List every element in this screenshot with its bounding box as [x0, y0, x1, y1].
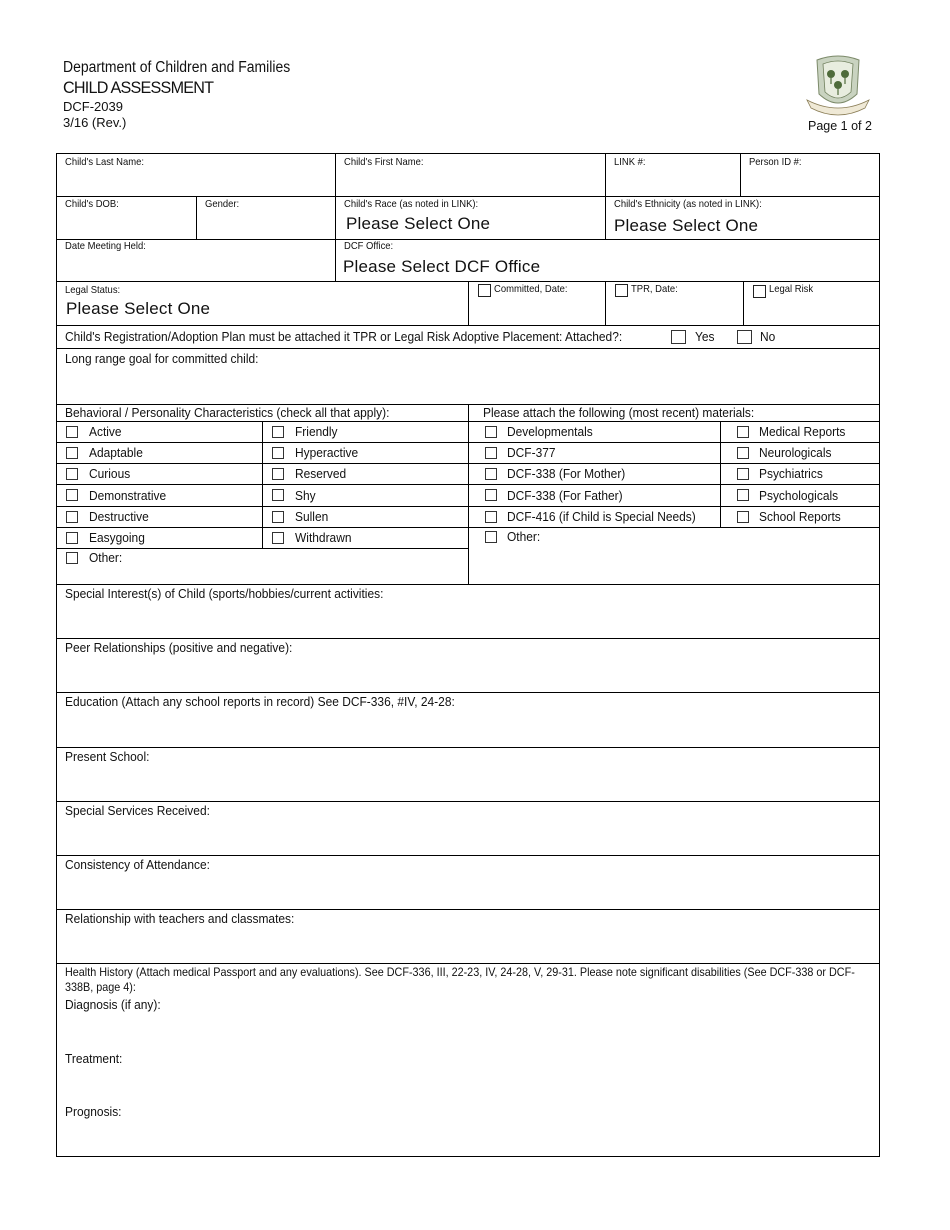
attached-yes-checkbox[interactable] [671, 330, 686, 344]
meeting-date-label: Date Meeting Held: [65, 240, 146, 252]
material-label: DCF-416 (if Child is Special Needs) [507, 509, 696, 524]
behavior-checkbox[interactable] [66, 532, 78, 544]
attached-no-checkbox[interactable] [737, 330, 752, 344]
attached-no-label: No [760, 329, 776, 344]
behavior-label: Destructive [89, 509, 149, 524]
behavior-label: Hyperactive [295, 445, 359, 460]
material-checkbox[interactable] [737, 447, 749, 459]
page-indicator: Page 1 of 2 [808, 119, 872, 133]
material-label: Developmentals [507, 424, 593, 439]
behavior-label: Shy [295, 488, 316, 503]
dcf-office-label: DCF Office: [344, 240, 394, 252]
behavior-label: Sullen [295, 509, 329, 524]
health-history-heading: Health History (Attach medical Passport and any evaluations). See DCF-336, III, 22-23, IV, 24-28, V, 29-31. Please note significant disabilities (See DCF-338 or DCF-338B, page 4): [65, 965, 855, 994]
behavior-label: Friendly [295, 424, 338, 439]
behavioral-heading: Behavioral / Personality Characteristics (check all that apply): [65, 405, 390, 420]
materials-heading: Please attach the following (most recent) materials: [483, 405, 755, 420]
education-label: Education (Attach any school reports in record) See DCF-336, #IV, 24-28: [65, 694, 455, 709]
behavior-checkbox[interactable] [66, 511, 78, 523]
material-checkbox[interactable] [485, 489, 497, 501]
registration-text: Child's Registration/Adoption Plan must be attached it TPR or Legal Risk Adoptive Placement: Attached?: [65, 329, 623, 344]
behavior-checkbox[interactable] [66, 426, 78, 438]
form-number: DCF-2039 [63, 98, 123, 114]
material-label: DCF-338 (For Father) [507, 488, 623, 503]
form-revision: 3/16 (Rev.) [63, 114, 127, 130]
material-label: DCF-377 [507, 445, 556, 460]
tpr-date-label: TPR, Date: [631, 283, 678, 295]
behavior-checkbox[interactable] [66, 489, 78, 501]
behavior-checkbox[interactable] [272, 532, 284, 544]
behavior-checkbox[interactable] [66, 447, 78, 459]
material-other-checkbox[interactable] [485, 531, 497, 543]
link-number-label: LINK #: [614, 156, 646, 168]
assessment-form [56, 153, 880, 1157]
tpr-checkbox[interactable] [615, 284, 628, 297]
behavior-other-checkbox[interactable] [66, 552, 78, 564]
committed-date-label: Committed, Date: [494, 283, 568, 295]
committed-checkbox[interactable] [478, 284, 491, 297]
department-name: Department of Children and Families [63, 59, 291, 76]
behavior-label: Demonstrative [89, 488, 167, 503]
material-checkbox[interactable] [737, 468, 749, 480]
dcf-office-select[interactable]: Please Select DCF Office [343, 257, 541, 276]
behavior-checkbox[interactable] [272, 489, 284, 501]
behavior-checkbox[interactable] [66, 468, 78, 480]
peer-relationships-label: Peer Relationships (positive and negative): [65, 640, 293, 655]
ethnicity-label: Child's Ethnicity (as noted in LINK): [614, 198, 762, 210]
gender-label: Gender: [205, 198, 240, 210]
first-name-label: Child's First Name: [344, 156, 424, 168]
behavior-other-label: Other: [89, 550, 123, 565]
form-header [63, 58, 315, 131]
present-school-label: Present School: [65, 749, 150, 764]
race-label: Child's Race (as noted in LINK): [344, 198, 479, 210]
legal-status-select[interactable]: Please Select One [66, 299, 211, 318]
material-checkbox[interactable] [485, 426, 497, 438]
attached-yes-label: Yes [695, 329, 715, 344]
diagnosis-label: Diagnosis (if any): [65, 997, 161, 1012]
material-label: Neurologicals [759, 445, 832, 460]
attendance-label: Consistency of Attendance: [65, 857, 210, 872]
material-label: Psychiatrics [759, 466, 823, 481]
behavior-checkbox[interactable] [272, 447, 284, 459]
behavior-label: Reserved [295, 466, 347, 481]
material-label: School Reports [759, 509, 841, 524]
behavior-label: Active [89, 424, 122, 439]
legal-risk-checkbox[interactable] [753, 285, 766, 298]
material-checkbox[interactable] [485, 447, 497, 459]
material-checkbox[interactable] [737, 426, 749, 438]
behavior-checkbox[interactable] [272, 426, 284, 438]
prognosis-label: Prognosis: [65, 1104, 122, 1119]
behavior-label: Curious [89, 466, 131, 481]
material-other-label: Other: [507, 529, 541, 544]
behavior-label: Easygoing [89, 530, 145, 545]
material-checkbox[interactable] [485, 511, 497, 523]
material-checkbox[interactable] [485, 468, 497, 480]
dob-label: Child's DOB: [65, 198, 119, 210]
last-name-label: Child's Last Name: [65, 156, 145, 168]
behavior-label: Withdrawn [295, 530, 352, 545]
special-services-label: Special Services Received: [65, 803, 210, 818]
material-checkbox[interactable] [737, 489, 749, 501]
material-label: DCF-338 (For Mother) [507, 466, 626, 481]
material-label: Psychologicals [759, 488, 839, 503]
behavior-checkbox[interactable] [272, 468, 284, 480]
treatment-label: Treatment: [65, 1051, 123, 1066]
state-seal-icon [803, 54, 873, 118]
legal-status-label: Legal Status: [65, 284, 121, 296]
material-label: Medical Reports [759, 424, 846, 439]
form-title: CHILD ASSESSMENT [63, 78, 214, 98]
race-select[interactable]: Please Select One [346, 214, 491, 233]
behavior-checkbox[interactable] [272, 511, 284, 523]
material-checkbox[interactable] [737, 511, 749, 523]
special-interests-label: Special Interest(s) of Child (sports/hobbies/current activities: [65, 586, 384, 601]
long-range-goal-label: Long range goal for committed child: [65, 351, 259, 366]
legal-risk-label: Legal Risk [769, 283, 814, 295]
ethnicity-select[interactable]: Please Select One [614, 216, 759, 235]
person-id-label: Person ID #: [749, 156, 802, 168]
teacher-relationship-label: Relationship with teachers and classmates: [65, 911, 295, 926]
behavior-label: Adaptable [89, 445, 143, 460]
